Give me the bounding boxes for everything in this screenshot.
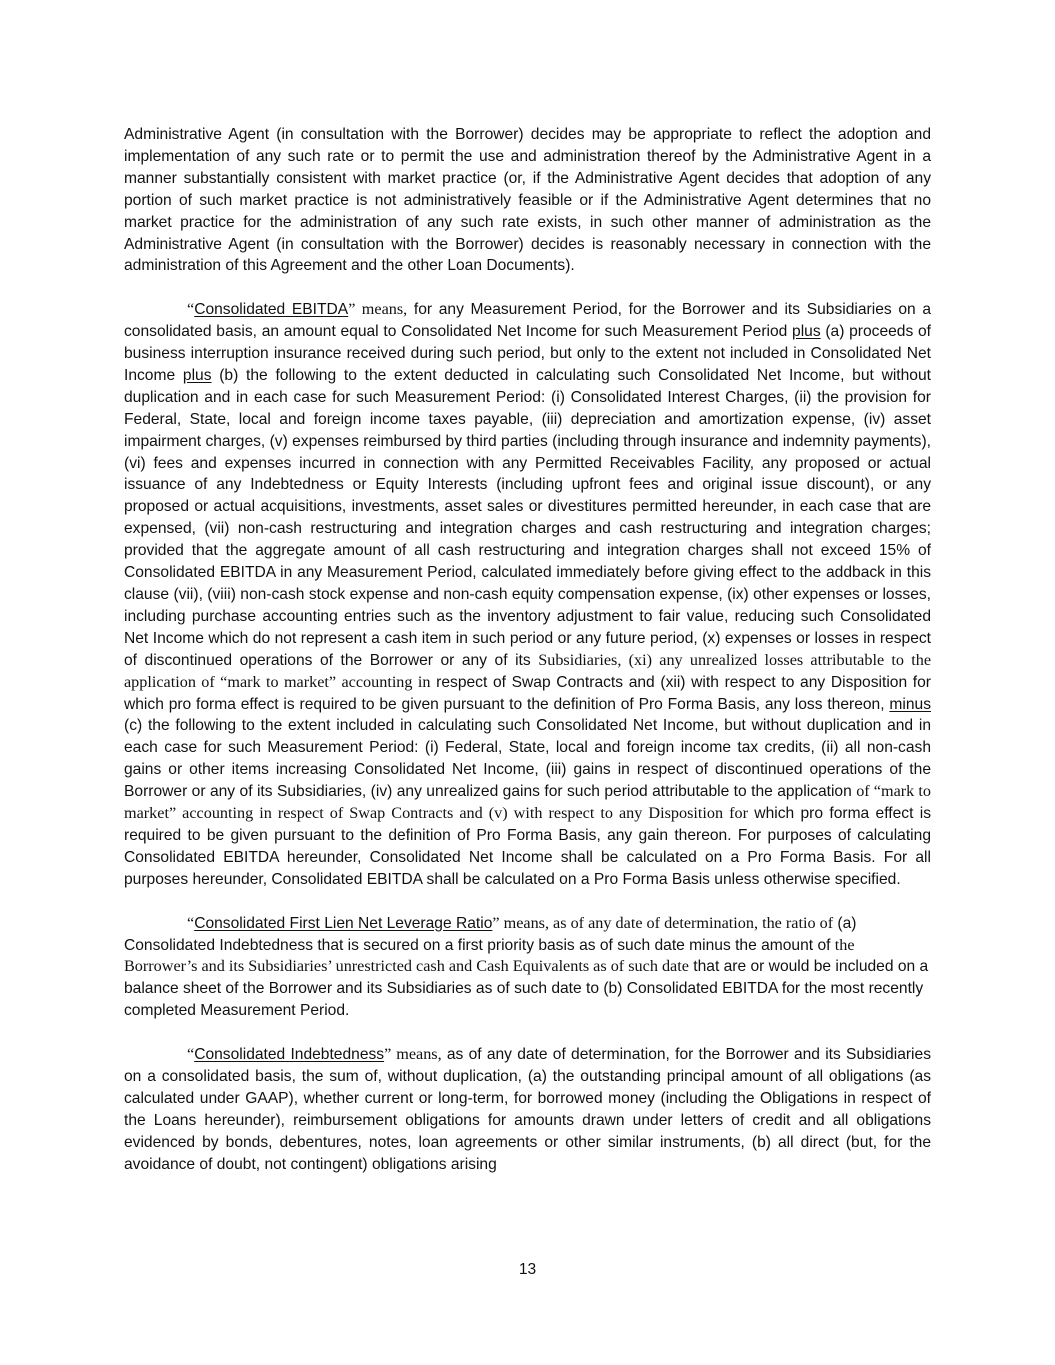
definition-first-lien-net-leverage-ratio	[124, 913, 931, 1023]
paragraph-gap	[124, 1022, 931, 1044]
definition-text: Subsidiaries, (xi) any unrealized losses attributable to the application of “mark to market” accounting in	[124, 650, 931, 691]
paragraph-continuation	[124, 124, 931, 277]
defined-term: Consolidated Indebtedness	[194, 1046, 385, 1064]
plus-keyword: plus	[792, 323, 821, 341]
open-quote: “	[187, 913, 195, 932]
definition-text: (b) the following to the extent deducted in calculating such Consolidated Net Income, but without duplication and in each case for such Measurement Period: (i) Consolidated Interest Charges, (ii) the provision for Federal, State, local and foreign income taxes payable, (iii) depreciation and amortization expense, (iv) asset impairment charges, (v) expenses reimbursed by third parties (including through insurance and indemnity payments), (vi) fees and expenses incurred in connection with any Permitted Receivables Facility, any proposed or actual issuance of any Indebtedness or Equity Interests (including upfront fees and original issue discount), or any proposed or actual acquisitions, investments, asset sales or divestitures permitted hereunder, in each case that are expensed, (vii) non-cash restructuring and integration charges and cash restructuring and integration charges; provided that the aggregate amount of all cash restructuring and integration charges shall not exceed 15% of Consolidated EBITDA in any Measurement Period, calculated immediately before giving effect to the addback in this clause (vii), (viii) non-cash stock expense and non-cash equity compensation expense, (ix) other expenses or losses, including purchase accounting entries such as the inventory adjustment to fair value, reducing such Consolidated Net Income which do not represent a cash item in such period or any future period, (x) expenses or losses in respect of discontinued operations of the Borrower or any of its	[124, 366, 931, 669]
definition-text: (a) proceeds of business interruption insurance received during such period, but only to the extent not included in Consolidated Net Income	[124, 323, 931, 384]
definition-text: (a) Consolidated Indebtedness that is secured on a first priority basis as of such date minus the amount of	[124, 914, 857, 954]
definition-text: means, as of any date of determination, the ratio of	[499, 913, 834, 932]
page-number: 13	[518, 1261, 537, 1278]
open-quote: “	[187, 300, 195, 319]
definition-text: of “mark to market” accounting in respect of Swap Contracts and (v) with respect to any Disposition for	[124, 782, 931, 823]
paragraph-text: Administrative Agent (in consultation with the Borrower) decides may be appropriate to reflect the adoption and implementation of any such rate or to permit the use and administration thereof by the Administrative Agent in a manner substantially consistent with market practice (or, if the Administrative Agent decides that adoption of any portion of such market practice is not administratively feasible or if the Administrative Agent determines that no market practice for the administration of any such rate exists, in such other manner of administration as the Administrative Agent (in consultation with the Borrower) decides is reasonably necessary in connection with the administration of this Agreement and the other Loan Documents).	[124, 126, 931, 275]
close-quote: ”	[492, 913, 500, 932]
plus-keyword: plus	[182, 366, 212, 384]
paragraph-gap	[124, 277, 931, 299]
defined-term: Consolidated First Lien Net Leverage Ratio	[194, 914, 493, 932]
definition-text: which pro forma effect is required to be given pursuant to the definition of Pro Forma Basis, any gain thereon. For purposes of calculating Consolidated EBITDA hereunder, Consolidated Net Income shall be calculated on a Pro Forma Basis. For all purposes hereunder, Consolidated EBITDA shall be calculated on a Pro Forma Basis unless otherwise specified.	[124, 805, 931, 888]
paragraph-gap	[124, 891, 931, 913]
definition-text: the Borrower’s and its Subsidiaries’ unrestricted cash and Cash Equivalents as of such date	[124, 935, 855, 976]
open-quote: “	[187, 1045, 195, 1064]
close-quote: ”	[348, 300, 356, 319]
close-quote: ”	[384, 1045, 392, 1064]
definition-consolidated-indebtedness	[124, 1044, 931, 1175]
definition-text: for any Measurement Period, for the Borrower and its Subsidiaries on a consolidated basis, an amount equal to Consolidated Net Income for such Measurement Period	[124, 301, 932, 341]
definition-text: as of any date of determination, for the Borrower and its Subsidiaries on a consolidated basis, the sum of, without duplication, (a) the outstanding principal amount of all obligations (as calculated under GAAP), whether current or long-term, for borrowed money (including the Obligations in respect of the Loans hereunder), reimbursement obligations for amounts drawn under letters of credit and all obligations evidenced by bonds, debentures, notes, loan agreements or other similar instruments, (b) all direct (but, for the avoidance of doubt, not contingent) obligations arising	[124, 1046, 931, 1173]
means-word: means,	[391, 1045, 442, 1064]
definition-text: that are or would be included on a balance sheet of the Borrower and its Subsidiaries as of such date to (b) Consolidated EBITDA for the most recently completed Measurement Period.	[124, 958, 929, 1020]
document-body	[124, 124, 931, 1175]
minus-keyword: minus	[889, 695, 931, 713]
defined-term: Consolidated EBITDA	[194, 301, 349, 319]
means-word: means,	[355, 300, 408, 319]
definition-text: (c) the following to the extent included in calculating such Consolidated Net Income, but without duplication and in each case for such Measurement Period: (i) Federal, State, local and foreign income tax credits, (ii) all non-cash gains or other items increasing Consolidated Net Income, (iii) gains in respect of discontinued operations of the Borrower or any of its Subsidiaries, (iv) any unrealized gains for such period attributable to the application	[124, 717, 931, 801]
definition-consolidated-ebitda	[124, 299, 931, 890]
definition-text: respect of Swap Contracts and (xii) with respect to any Disposition for which pro forma effect is required to be given pursuant to the definition of Pro Forma Basis, any loss thereon,	[124, 673, 931, 713]
